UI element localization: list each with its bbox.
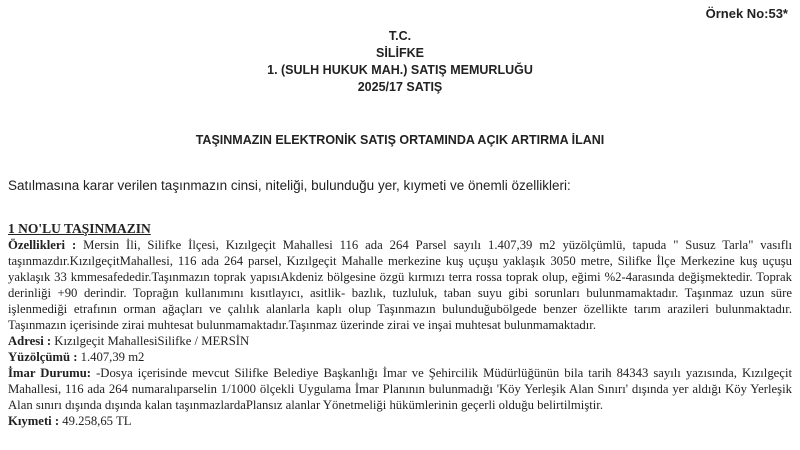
value-paragraph [8, 413, 792, 429]
area-text: 1.407,39 m2 [80, 350, 145, 364]
document-header [0, 28, 800, 96]
header-line-file-no: 2025/17 SATIŞ [357, 80, 443, 94]
property-section-title: 1 NO'LU TAŞINMAZIN [8, 221, 151, 236]
header-line-tc: T.C. [388, 29, 412, 43]
address-paragraph [8, 333, 792, 349]
header-line-office: 1. (SULH HUKUK MAH.) SATIŞ MEMURLUĞU [267, 63, 533, 77]
features-label: Özellikleri : [8, 238, 77, 252]
address-label: Adresi : [8, 334, 52, 348]
header-line-district: SİLİFKE [376, 46, 424, 60]
sample-number: Örnek No:53* [705, 6, 788, 21]
zoning-paragraph [8, 365, 792, 413]
features-text: Mersin İli, Silifke İlçesi, Kızılgeçit Mahallesi 116 ada 264 Parsel sayılı 1.407,39 m2 yüzölçümlü, tapuda " Susuz Tarla" vasıflı taşınmazdır.KızılgeçitMahallesi, 116 ada 264 parsel, Kızılgeçit Mahalle merkezine kuş uçuşu yaklaşık 3050 metre, Silifke İlçe Merkezine kuş uçuşu yaklaşık 33 kmmesafededir.Taşınmazın toprak yapısıAkdeniz bölgesine özgü kırmızı terra rossa toprak olup, eğimi %2-4arasında değişmektedir. Toprak derinliği +90 derindir. Toprağın kullanımını kısıtlayıcı, asitlik- bazlık, tuzluluk, taban suyu gibi sorunları bulunmamaktadır. Taşınmaz uzun süre işlenmediği etrafının orman ağaçları ve çalılık alanlarla kaplı olup Taşınmazın bulunduğubölgede benzer özellikte tarım arazileri bulunmaktadır. Taşınmazın içerisinde zirai muhtesat bulunmamaktadır.Taşınmaz üzerinde zirai ve inşai muhtesat bulunmamaktadır. [8, 238, 793, 332]
zoning-label: İmar Durumu: [8, 366, 92, 380]
zoning-text: -Dosya içerisinde mevcut Silifke Belediye Başkanlığı İmar ve Şehircilik Müdürlüğünün bila tarih 84343 sayılı yazısında, Kızılgeçit Mahallesi, 116 ada 264 numaralıparselin 1/1000 ölçekli Uygulama İmar Planının bulunmadığı 'Köy Yerleşik Alan Sınırı' dışında yer aldığı Köy Yerleşik Alan sınırı dışında dışında kalan taşınmazlardaPlansız alanlar Yönetmeliği hükümlerinin geçerli olduğu belirtilmiştir. [8, 366, 792, 412]
features-paragraph [8, 237, 792, 333]
area-label: Yüzölçümü : [8, 350, 78, 364]
intro-text: Satılmasına karar verilen taşınmazın cinsi, niteliği, bulunduğu yer, kıymeti ve önemli özellikleri: [8, 178, 571, 193]
value-text: 49.258,65 TL [62, 414, 132, 428]
announcement-title: TAŞINMAZIN ELEKTRONİK SATIŞ ORTAMINDA AÇIK ARTIRMA İLANI [195, 133, 605, 147]
area-paragraph [8, 349, 792, 365]
property-section [8, 220, 792, 429]
value-label: Kıymeti : [8, 414, 60, 428]
address-text: Kızılgeçit MahallesiSilifke / MERSİN [54, 334, 250, 348]
